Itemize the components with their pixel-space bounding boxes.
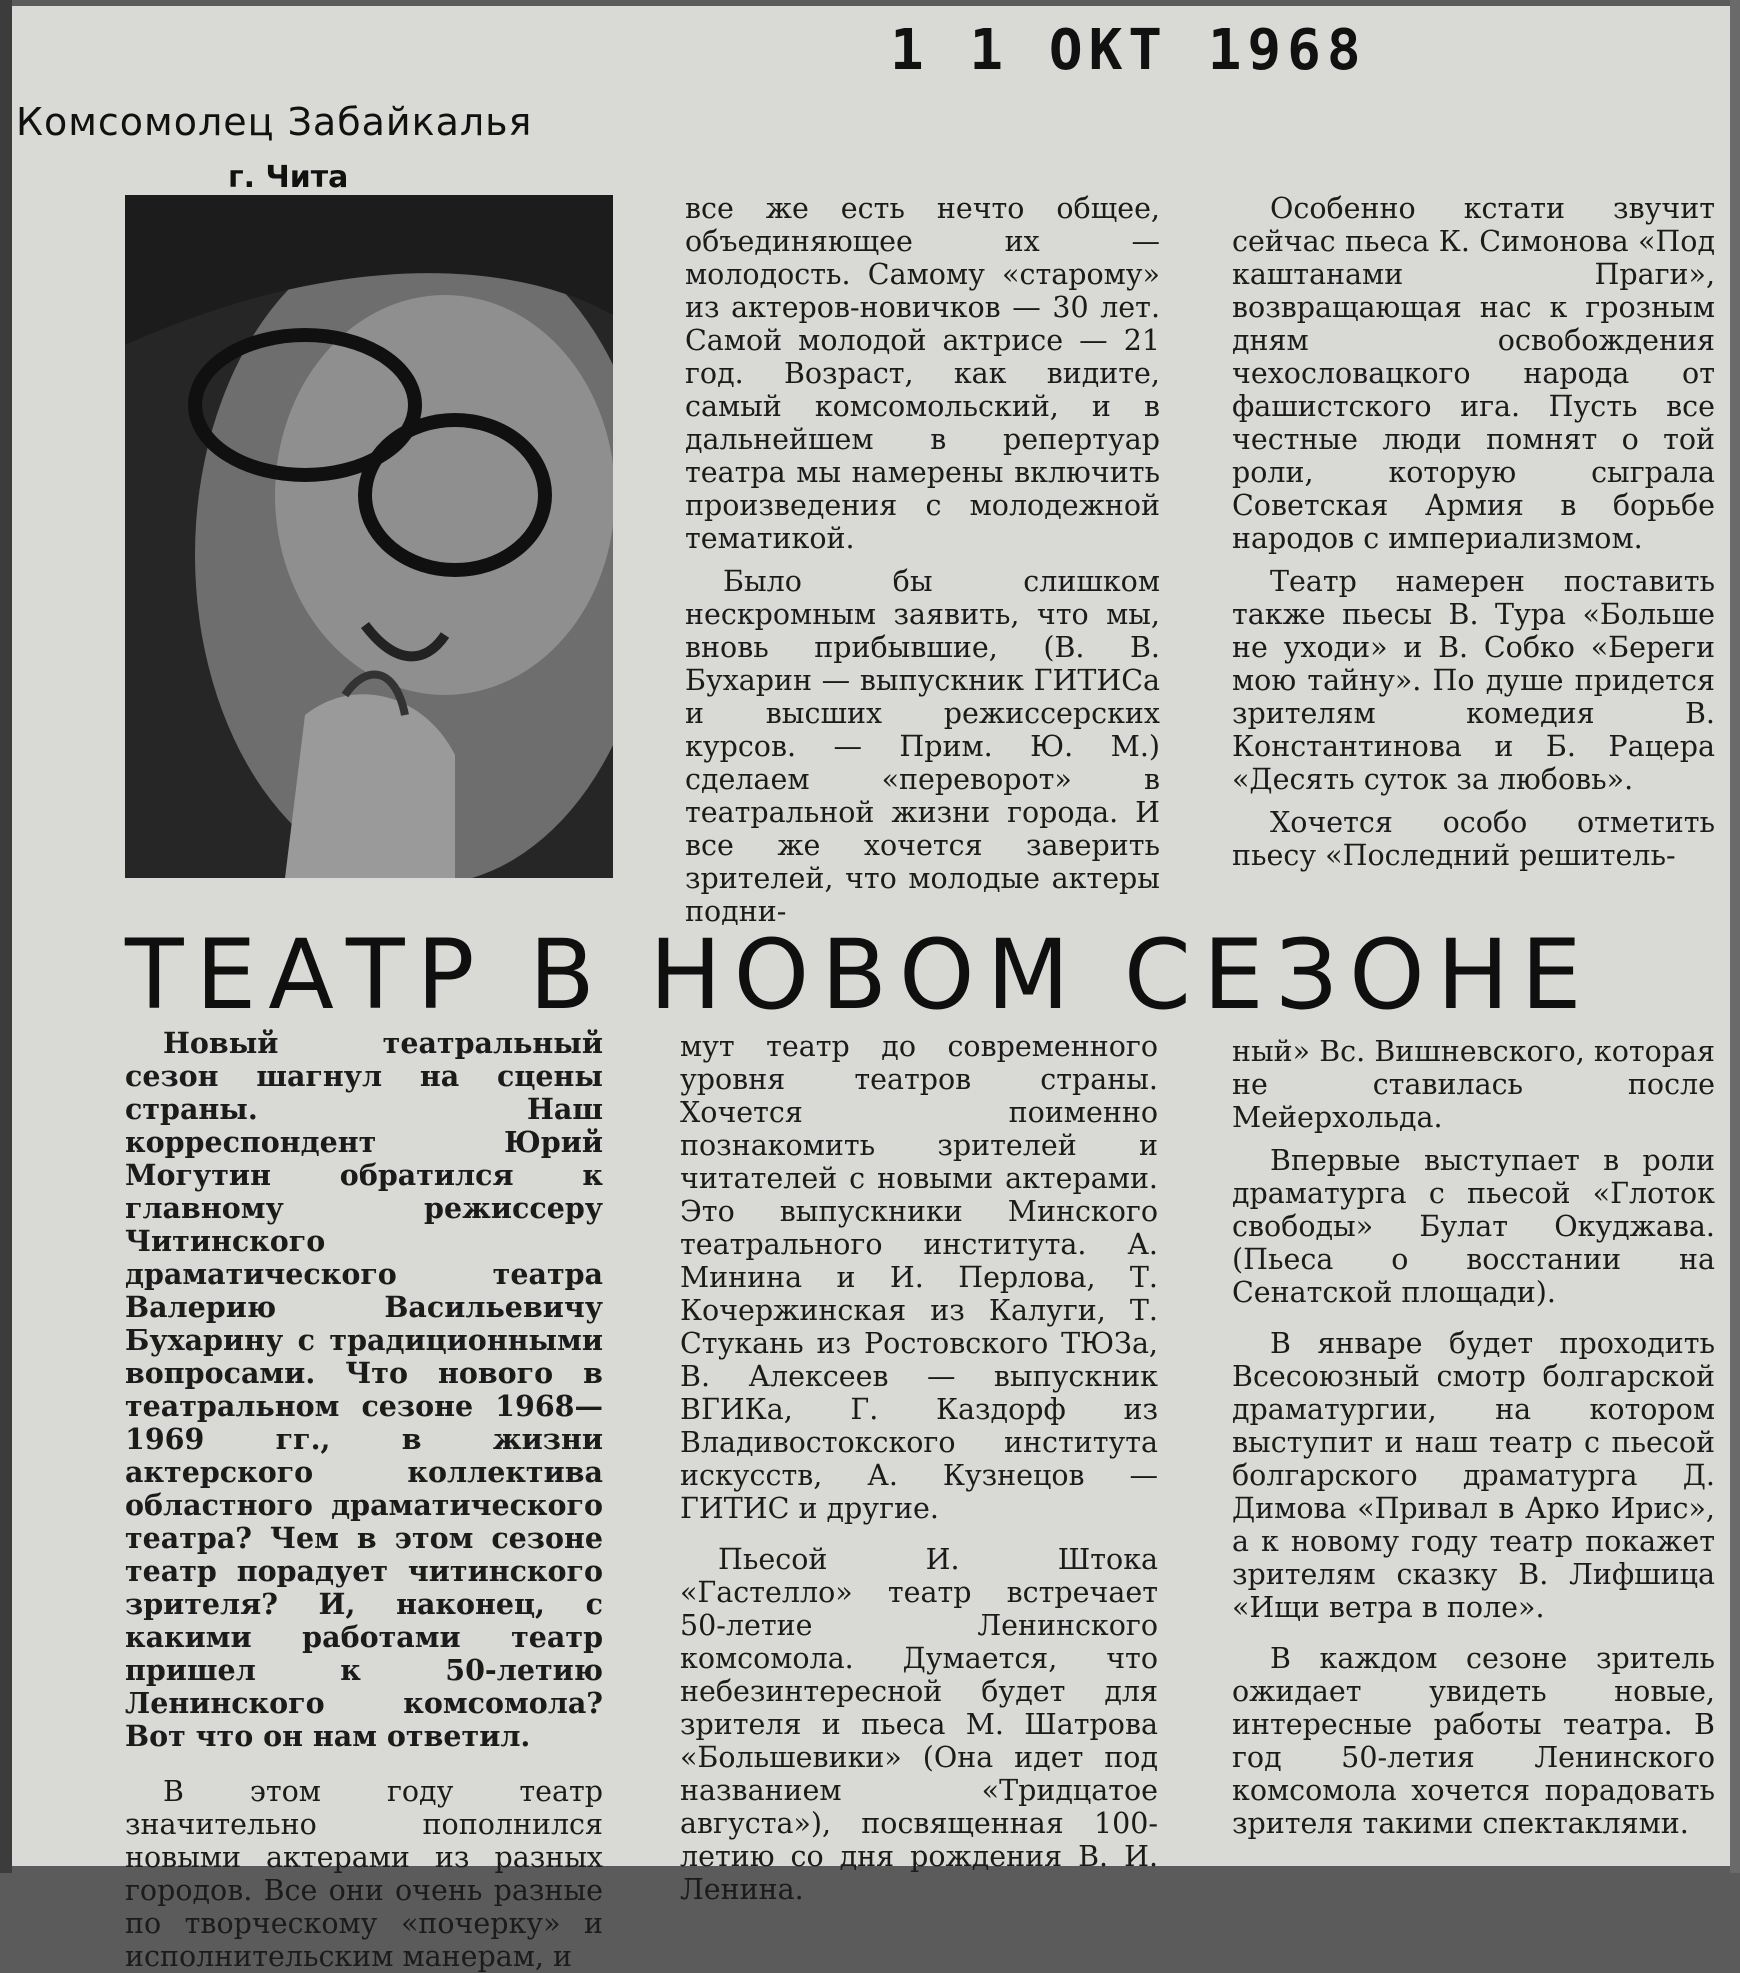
paragraph: Театр намерен поставить также пьесы В. Тура «Больше не уходи» и В. Собко «Береги мою тайну». По душе придется зрителям комедия В. Константинова и Б. Рацера «Десять суток за любовь». (1232, 565, 1715, 796)
portrait-photo-image (125, 195, 613, 878)
paragraph: Впервые выступает в роли драматурга с пьесой «Глоток свободы» Булат Окуджава. (Пьеса о восстании на Сенатской площади). (1232, 1144, 1715, 1309)
article-column-top-3 (1232, 192, 1715, 872)
paragraph: Пьесой И. Штока «Гастелло» театр встречает 50-летие Ленинского комсомола. Думается, что небезинтересной будет для зрителя и пьеса М. Шатрова «Большевики» (Она идет под названием «Тридцатое августа»), посвященная 100-летию со дня рождения В. И. Ленина. (680, 1543, 1158, 1906)
paragraph: ный» Вс. Вишневского, которая не ставилась после Мейерхольда. (1232, 1035, 1715, 1134)
article-column-bottom-2 (680, 1030, 1158, 1906)
article-column-bottom-3 (1232, 1035, 1715, 1840)
article-column-top-2 (685, 192, 1160, 928)
paragraph: Было бы слишком нескромным заявить, что мы, вновь прибывшие, (В. В. Бухарин — выпускник ГИТИСа и высших режиссерских курсов. — Прим. Ю. М.) сделаем «переворот» в театральной жизни города. И все же хочется заверить зрителей, что молодые актеры подни- (685, 565, 1160, 928)
paragraph: В каждом сезоне зритель ожидает увидеть новые, интересные работы театра. В год 50-летия Ленинского комсомола хочется порадовать зрителя такими спектаклями. (1232, 1642, 1715, 1840)
portrait-photo (125, 195, 613, 878)
paragraph: Хочется особо отметить пьесу «Последний решитель- (1232, 806, 1715, 872)
headline: ТЕАТР В НОВОМ СЕЗОНЕ (125, 919, 1594, 1031)
paragraph: В этом году театр значительно пополнился новыми актерами из разных городов. Все они очень разные по творческому «почерку» и исполнительским манерам, и (125, 1775, 603, 1973)
paragraph: мут театр до современного уровня театров страны. Хочется поименно познакомить зрителей и читателей с новыми актерами. Это выпускники Минского театрального института. А. Минина и И. Перлова, Т. Кочержинская из Калуги, Т. Стукань из Ростовского ТЮЗа, В. Алексеев — выпускник ВГИКа, Г. Каздорф из Владивостокского института искусств, А. Кузнецов — ГИТИС и другие. (680, 1030, 1158, 1525)
newspaper-city: г. Чита (228, 160, 349, 195)
paragraph: Особенно кстати звучит сейчас пьеса К. Симонова «Под каштанами Праги», возвращающая нас к грозным дням освобождения чехословацкого народа от фашистского ига. Пусть все честные люди помнят о той роли, которую сыграла Советская Армия в борьбе народов с империализмом. (1232, 192, 1715, 555)
newspaper-name: Комсомолец Забайкалья (16, 100, 533, 144)
date-stamp: 1 1 ОКТ 1968 (890, 18, 1367, 83)
paragraph: все же есть нечто общее, объединяющее их — молодость. Самому «старому» из актеров-новичков — 30 лет. Самой молодой актрисе — 21 год. Возраст, как видите, самый комсомольский, и в дальнейшем в репертуар театра мы намерены включить произведения с молодежной тематикой. (685, 192, 1160, 555)
paragraph: В январе будет проходить Всесоюзный смотр болгарской драматургии, на котором выступит и наш театр с пьесой болгарского драматурга Д. Димова «Привал в Арко Ирис», а к новому году театр покажет зрителям сказку В. Лифшица «Ищи ветра в поле». (1232, 1327, 1715, 1624)
lead-paragraph: Новый театральный сезон шагнул на сцены страны. Наш корреспондент Юрий Могутин обратился к главному режиссеру Читинского драматического театра Валерию Васильевичу Бухарину с традиционными вопросами. Что нового в театральном сезоне 1968—1969 гг., в жизни актерского коллектива областного драматического театра? Чем в этом сезоне театр порадует читинского зрителя? И, наконец, с какими работами театр пришел к 50-летию Ленинского комсомола? Вот что он нам ответил. (125, 1026, 603, 1753)
article-column-bottom-1 (125, 1027, 603, 1973)
scan-edge-right (1730, 0, 1740, 1873)
scan-edge-left (0, 0, 12, 1873)
